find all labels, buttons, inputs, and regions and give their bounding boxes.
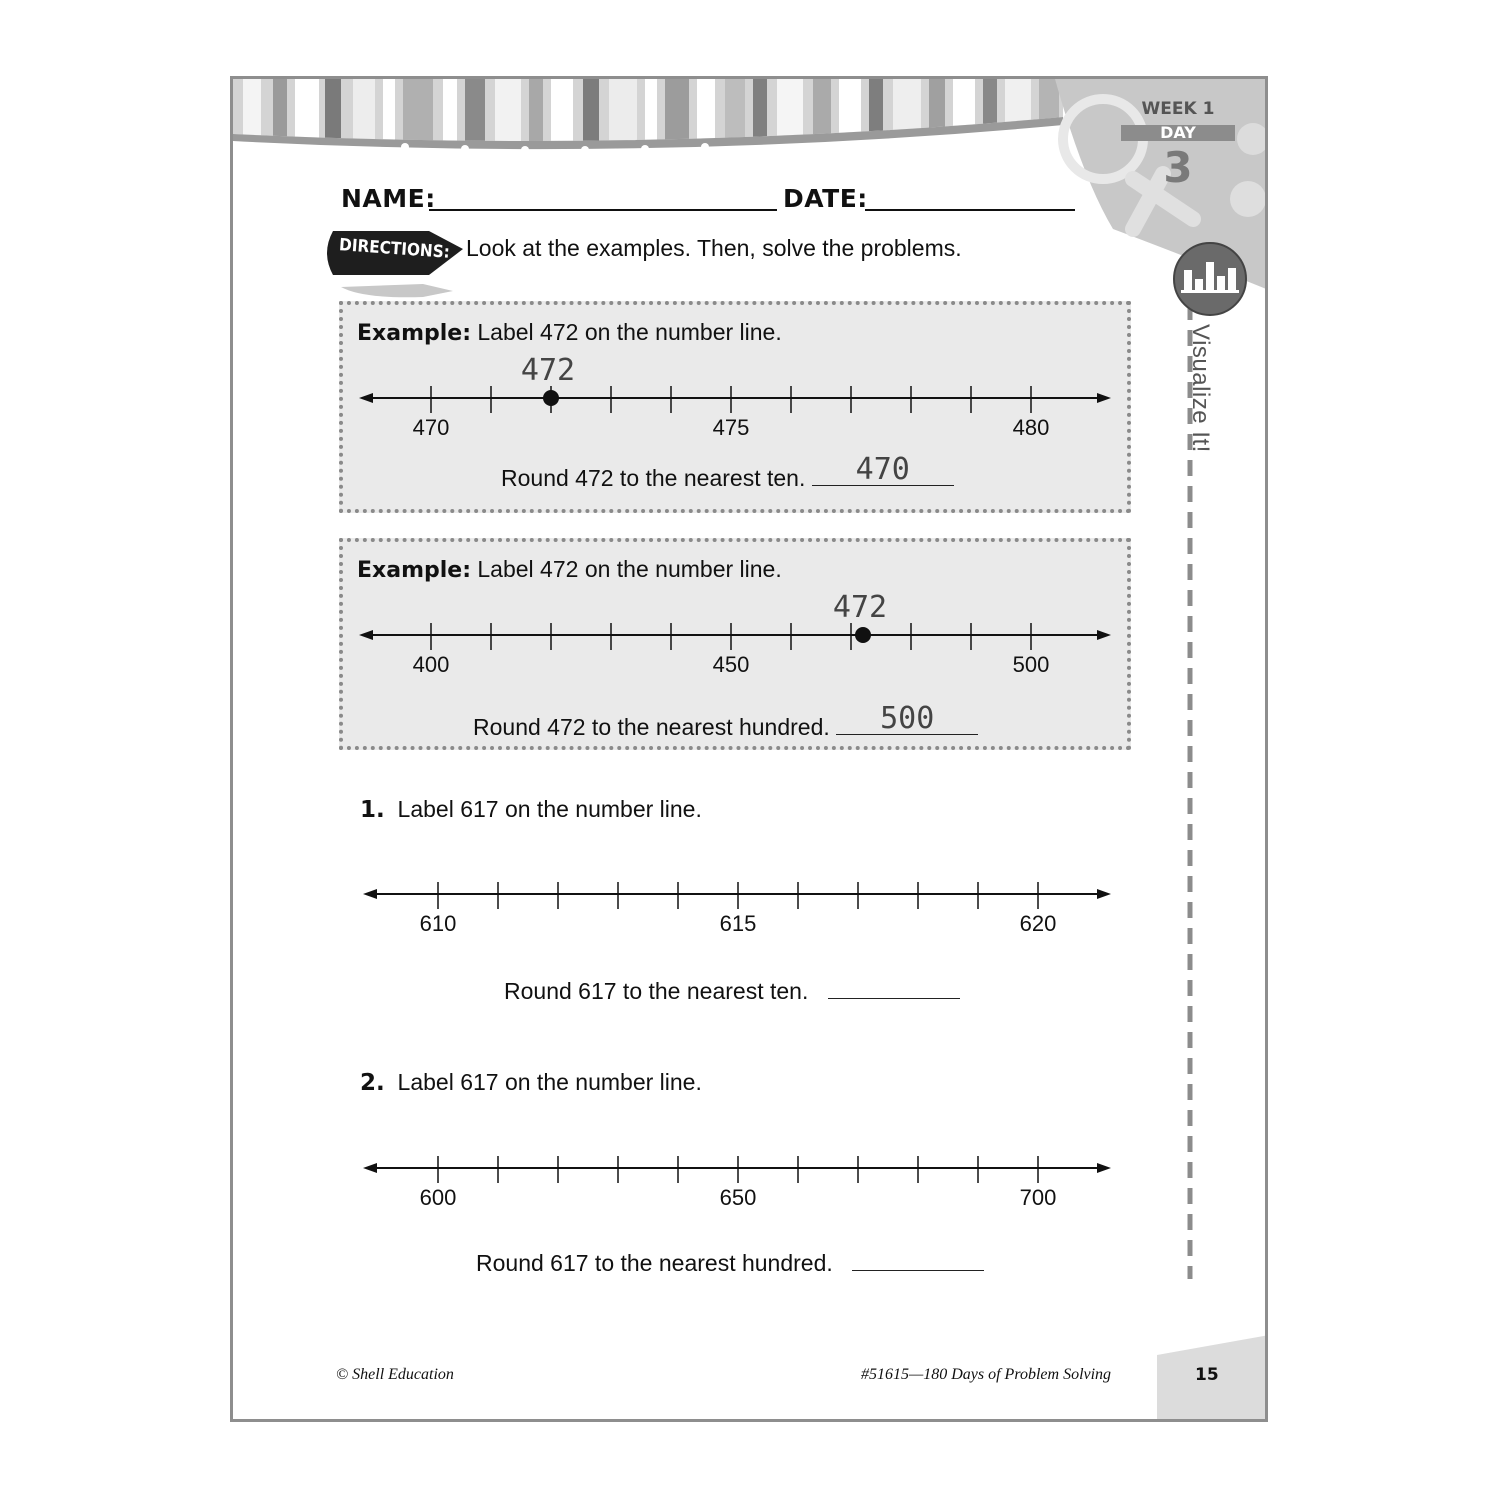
example-1-round-text: Round 472 to the nearest ten. — [501, 465, 806, 491]
example-2-round-question — [473, 701, 978, 741]
directions-text: Look at the examples. Then, solve the problems. — [466, 235, 962, 261]
stripe-pattern — [243, 79, 1059, 149]
problem-2-answer-blank[interactable] — [852, 1246, 984, 1271]
day-number: 3 — [1163, 143, 1193, 192]
example-2-lead: Example: — [357, 558, 471, 583]
problem-2-line-tick-label-2: 700 — [1019, 1185, 1057, 1210]
worksheet-page — [230, 76, 1268, 1422]
example-2-line-point-label: 472 — [832, 590, 888, 625]
problem-1-round-text: Round 617 to the nearest ten. — [504, 978, 809, 1004]
example-1-line-point-label: 472 — [520, 353, 576, 388]
footer-book-title: #51615—180 Days of Problem Solving — [861, 1366, 1112, 1383]
example-box-2 — [339, 538, 1131, 750]
page-number: 15 — [1195, 1365, 1219, 1385]
example-1-answer-blank[interactable] — [812, 452, 954, 487]
problem-1-instruction — [360, 796, 702, 823]
header-decoration — [233, 79, 1268, 1422]
problem-2-instruction-text: Label 617 on the number line. — [397, 1069, 702, 1095]
date-field[interactable] — [865, 209, 1075, 211]
example-2-answer: 500 — [880, 701, 935, 736]
example-2-line-tick-label-0: 400 — [412, 652, 450, 677]
example-2-line-left-arrow — [359, 630, 373, 640]
problem-2-round-text: Round 617 to the nearest hundred. — [476, 1250, 833, 1276]
problem-2-instruction — [360, 1069, 702, 1096]
problem-2-line-tick-label-1: 650 — [719, 1185, 757, 1210]
problem-2-line-left-arrow — [363, 1163, 377, 1173]
example-box-1 — [339, 301, 1131, 513]
example-1-instruction-text: Label 472 on the number line. — [477, 319, 782, 345]
problem-1-line-tick-label-1: 615 — [719, 911, 757, 936]
directions-badge-label: DIRECTIONS: — [338, 235, 451, 263]
example-2-line-point — [855, 627, 871, 643]
footer-copyright: © Shell Education — [336, 1366, 454, 1383]
example-1-line-left-arrow — [359, 393, 373, 403]
example-1-lead: Example: — [357, 321, 471, 346]
example-2-instruction-text: Label 472 on the number line. — [477, 556, 782, 582]
problem-2-line-tick-label-0: 600 — [419, 1185, 457, 1210]
problem-1-line-tick-label-0: 610 — [419, 911, 457, 936]
problem-1-line-left-arrow — [363, 889, 377, 899]
bar-chart-icon — [1174, 243, 1246, 315]
example-1-line-tick-label-2: 480 — [1012, 415, 1050, 440]
problem-1-instruction-text: Label 617 on the number line. — [397, 796, 702, 822]
side-label: Visualize It! — [1187, 324, 1214, 453]
example-1-round-question — [501, 452, 954, 492]
problem-2-round-question — [476, 1246, 984, 1277]
example-2-round-text: Round 472 to the nearest hundred. — [473, 714, 830, 740]
example-1-line-right-arrow — [1097, 393, 1111, 403]
example-1-answer: 470 — [855, 452, 910, 487]
example-1-line-tick-label-0: 470 — [412, 415, 450, 440]
week-label: WEEK 1 — [1141, 99, 1215, 119]
problem-2-number: 2. — [360, 1070, 385, 1096]
problem-1-answer-blank[interactable] — [828, 974, 960, 999]
problem-1-number: 1. — [360, 797, 385, 823]
problem-2-line-right-arrow — [1097, 1163, 1111, 1173]
example-1-line-tick-label-1: 475 — [712, 415, 750, 440]
example-1-line-point — [543, 390, 559, 406]
name-field[interactable] — [429, 209, 777, 211]
date-label: DATE: — [783, 184, 868, 213]
example-2-line-tick-label-1: 450 — [712, 652, 750, 677]
example-2-line-right-arrow — [1097, 630, 1111, 640]
problem-1-number-line[interactable] — [353, 864, 1123, 944]
example-2-answer-blank[interactable] — [836, 701, 978, 736]
problem-1-line-tick-label-2: 620 — [1019, 911, 1057, 936]
day-label: DAY — [1160, 123, 1196, 142]
name-label: NAME: — [341, 184, 436, 213]
example-2-line-tick-label-2: 500 — [1012, 652, 1050, 677]
problem-2-number-line[interactable] — [353, 1138, 1123, 1218]
problem-1-round-question — [504, 974, 960, 1005]
problem-1-line-right-arrow — [1097, 889, 1111, 899]
